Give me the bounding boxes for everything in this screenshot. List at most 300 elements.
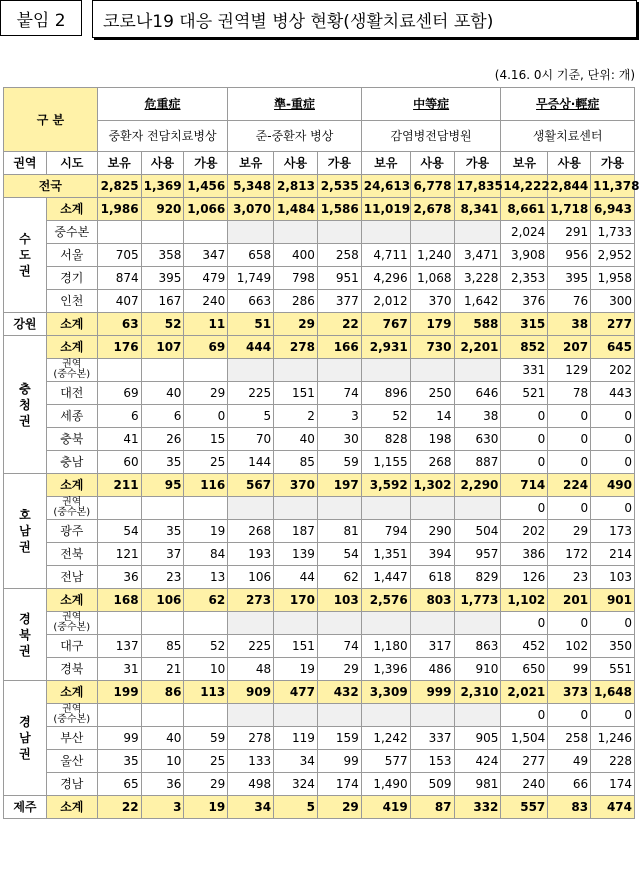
value-cell: 40 bbox=[141, 382, 184, 405]
header-row-columns bbox=[4, 152, 635, 175]
table-row bbox=[4, 497, 635, 520]
value-cell: 0 bbox=[501, 428, 548, 451]
header-row-subgroups bbox=[4, 121, 635, 152]
value-cell: 3,908 bbox=[501, 244, 548, 267]
value-cell: 650 bbox=[501, 658, 548, 681]
value-cell: 17,835 bbox=[454, 175, 501, 198]
value-cell: 3 bbox=[141, 796, 184, 819]
value-cell: 11,019 bbox=[361, 198, 410, 221]
value-cell: 278 bbox=[228, 727, 274, 750]
value-cell: 376 bbox=[501, 290, 548, 313]
value-cell: 394 bbox=[410, 543, 454, 566]
value-cell: 106 bbox=[141, 589, 184, 612]
value-cell: 225 bbox=[228, 382, 274, 405]
subgroup-header: 중환자 전담치료병상 bbox=[97, 121, 227, 152]
value-cell: 159 bbox=[317, 727, 361, 750]
value-cell: 424 bbox=[454, 750, 501, 773]
value-cell: 144 bbox=[228, 451, 274, 474]
value-cell: 62 bbox=[317, 566, 361, 589]
value-cell: 0 bbox=[548, 497, 591, 520]
value-cell: 95 bbox=[141, 474, 184, 497]
value-cell: 6,943 bbox=[591, 198, 635, 221]
value-cell: 60 bbox=[97, 451, 141, 474]
group-header: 危重症 bbox=[97, 88, 227, 121]
value-cell: 5 bbox=[228, 405, 274, 428]
value-cell: 551 bbox=[591, 658, 635, 681]
value-cell: 38 bbox=[454, 405, 501, 428]
value-cell: 905 bbox=[454, 727, 501, 750]
value-cell: 829 bbox=[454, 566, 501, 589]
sido-label: 중수본 bbox=[46, 221, 97, 244]
value-cell: 170 bbox=[274, 589, 318, 612]
value-cell: 81 bbox=[317, 520, 361, 543]
value-cell: 645 bbox=[591, 336, 635, 359]
value-cell: 957 bbox=[454, 543, 501, 566]
value-cell bbox=[141, 221, 184, 244]
value-cell: 29 bbox=[317, 796, 361, 819]
value-cell: 133 bbox=[228, 750, 274, 773]
sido-label: 경남 bbox=[46, 773, 97, 796]
value-cell bbox=[97, 359, 141, 382]
value-cell: 65 bbox=[97, 773, 141, 796]
value-cell: 22 bbox=[317, 313, 361, 336]
value-cell bbox=[141, 704, 184, 727]
value-cell: 8,661 bbox=[501, 198, 548, 221]
region-col-header: 권역 bbox=[4, 152, 47, 175]
value-cell: 278 bbox=[274, 336, 318, 359]
value-cell: 35 bbox=[141, 451, 184, 474]
value-cell: 74 bbox=[317, 635, 361, 658]
value-cell: 198 bbox=[410, 428, 454, 451]
value-cell: 268 bbox=[410, 451, 454, 474]
value-cell: 2,952 bbox=[591, 244, 635, 267]
subtotal-row bbox=[4, 474, 635, 497]
value-cell: 0 bbox=[591, 704, 635, 727]
value-cell: 167 bbox=[141, 290, 184, 313]
value-cell: 2,535 bbox=[317, 175, 361, 198]
value-cell: 151 bbox=[274, 382, 318, 405]
value-cell: 2,353 bbox=[501, 267, 548, 290]
column-header: 보유 bbox=[97, 152, 141, 175]
table-row bbox=[4, 405, 635, 428]
sido-label: 인천 bbox=[46, 290, 97, 313]
value-cell: 386 bbox=[501, 543, 548, 566]
value-cell: 479 bbox=[184, 267, 228, 290]
value-cell: 474 bbox=[591, 796, 635, 819]
subtotal-row bbox=[4, 198, 635, 221]
value-cell bbox=[361, 221, 410, 244]
value-cell: 920 bbox=[141, 198, 184, 221]
value-cell bbox=[410, 221, 454, 244]
sido-label: 세종 bbox=[46, 405, 97, 428]
value-cell: 107 bbox=[141, 336, 184, 359]
value-cell: 290 bbox=[410, 520, 454, 543]
value-cell bbox=[317, 497, 361, 520]
value-cell: 2,576 bbox=[361, 589, 410, 612]
value-cell: 19 bbox=[274, 658, 318, 681]
value-cell: 29 bbox=[317, 658, 361, 681]
value-cell: 705 bbox=[97, 244, 141, 267]
value-cell: 103 bbox=[317, 589, 361, 612]
sido-label: 대구 bbox=[46, 635, 97, 658]
value-cell: 0 bbox=[591, 405, 635, 428]
value-cell: 13 bbox=[184, 566, 228, 589]
value-cell bbox=[228, 221, 274, 244]
column-header: 보유 bbox=[501, 152, 548, 175]
value-cell: 29 bbox=[274, 313, 318, 336]
value-cell: 370 bbox=[274, 474, 318, 497]
value-cell: 0 bbox=[548, 405, 591, 428]
value-cell: 658 bbox=[228, 244, 274, 267]
value-cell: 887 bbox=[454, 451, 501, 474]
value-cell: 25 bbox=[184, 451, 228, 474]
value-cell: 14 bbox=[410, 405, 454, 428]
sido-label: 전남 bbox=[46, 566, 97, 589]
value-cell bbox=[228, 497, 274, 520]
value-cell: 0 bbox=[184, 405, 228, 428]
value-cell: 618 bbox=[410, 566, 454, 589]
value-cell: 2,201 bbox=[454, 336, 501, 359]
value-cell: 250 bbox=[410, 382, 454, 405]
value-cell bbox=[410, 497, 454, 520]
value-cell: 69 bbox=[184, 336, 228, 359]
value-cell: 137 bbox=[97, 635, 141, 658]
value-cell: 240 bbox=[184, 290, 228, 313]
value-cell: 21 bbox=[141, 658, 184, 681]
value-cell: 29 bbox=[184, 382, 228, 405]
table-row bbox=[4, 635, 635, 658]
value-cell: 577 bbox=[361, 750, 410, 773]
value-cell: 36 bbox=[141, 773, 184, 796]
value-cell: 78 bbox=[548, 382, 591, 405]
sido-label: 소계 bbox=[46, 589, 97, 612]
value-cell: 588 bbox=[454, 313, 501, 336]
value-cell: 1,351 bbox=[361, 543, 410, 566]
value-cell: 2,844 bbox=[548, 175, 591, 198]
table-row bbox=[4, 267, 635, 290]
value-cell: 291 bbox=[548, 221, 591, 244]
value-cell: 798 bbox=[274, 267, 318, 290]
value-cell bbox=[228, 704, 274, 727]
value-cell bbox=[361, 359, 410, 382]
value-cell: 498 bbox=[228, 773, 274, 796]
value-cell: 10 bbox=[141, 750, 184, 773]
value-cell: 377 bbox=[317, 290, 361, 313]
value-cell: 59 bbox=[184, 727, 228, 750]
value-cell: 347 bbox=[184, 244, 228, 267]
value-cell: 521 bbox=[501, 382, 548, 405]
value-cell: 1,773 bbox=[454, 589, 501, 612]
value-cell: 54 bbox=[97, 520, 141, 543]
value-cell: 202 bbox=[501, 520, 548, 543]
value-cell: 11 bbox=[184, 313, 228, 336]
value-cell: 54 bbox=[317, 543, 361, 566]
value-cell bbox=[361, 612, 410, 635]
sido-label: 권역 (중수본) bbox=[46, 612, 97, 635]
value-cell: 951 bbox=[317, 267, 361, 290]
value-cell bbox=[184, 359, 228, 382]
value-cell bbox=[141, 497, 184, 520]
value-cell bbox=[410, 704, 454, 727]
value-cell: 0 bbox=[548, 612, 591, 635]
value-cell: 3,309 bbox=[361, 681, 410, 704]
value-cell: 1,718 bbox=[548, 198, 591, 221]
table-row bbox=[4, 658, 635, 681]
value-cell: 400 bbox=[274, 244, 318, 267]
table-row bbox=[4, 359, 635, 382]
value-cell: 3,228 bbox=[454, 267, 501, 290]
unit-note: (4.16. 0시 기준, 단위: 개) bbox=[494, 68, 635, 82]
value-cell: 86 bbox=[141, 681, 184, 704]
value-cell: 794 bbox=[361, 520, 410, 543]
table-row bbox=[4, 543, 635, 566]
table-row bbox=[4, 612, 635, 635]
value-cell: 6,778 bbox=[410, 175, 454, 198]
value-cell bbox=[97, 221, 141, 244]
value-cell: 373 bbox=[548, 681, 591, 704]
value-cell: 4,711 bbox=[361, 244, 410, 267]
sido-label: 충북 bbox=[46, 428, 97, 451]
value-cell: 901 bbox=[591, 589, 635, 612]
value-cell: 240 bbox=[501, 773, 548, 796]
value-cell: 10 bbox=[184, 658, 228, 681]
table-row bbox=[4, 382, 635, 405]
value-cell: 1,066 bbox=[184, 198, 228, 221]
value-cell: 5 bbox=[274, 796, 318, 819]
sido-label: 소계 bbox=[46, 313, 97, 336]
value-cell: 37 bbox=[141, 543, 184, 566]
table-row bbox=[4, 773, 635, 796]
value-cell: 803 bbox=[410, 589, 454, 612]
value-cell: 49 bbox=[548, 750, 591, 773]
value-cell: 199 bbox=[97, 681, 141, 704]
value-cell: 214 bbox=[591, 543, 635, 566]
value-cell: 66 bbox=[548, 773, 591, 796]
value-cell: 2,825 bbox=[97, 175, 141, 198]
group-header: 準-重症 bbox=[228, 88, 362, 121]
value-cell bbox=[454, 704, 501, 727]
value-cell: 999 bbox=[410, 681, 454, 704]
value-cell: 358 bbox=[141, 244, 184, 267]
value-cell bbox=[184, 221, 228, 244]
sido-label: 경기 bbox=[46, 267, 97, 290]
value-cell bbox=[410, 359, 454, 382]
value-cell: 44 bbox=[274, 566, 318, 589]
value-cell: 0 bbox=[501, 704, 548, 727]
sido-label: 권역 (중수본) bbox=[46, 704, 97, 727]
table-row bbox=[4, 244, 635, 267]
column-header: 가용 bbox=[317, 152, 361, 175]
value-cell: 201 bbox=[548, 589, 591, 612]
value-cell: 1,490 bbox=[361, 773, 410, 796]
value-cell: 981 bbox=[454, 773, 501, 796]
value-cell bbox=[97, 612, 141, 635]
value-cell: 84 bbox=[184, 543, 228, 566]
value-cell bbox=[274, 612, 318, 635]
value-cell: 2,012 bbox=[361, 290, 410, 313]
value-cell: 22 bbox=[97, 796, 141, 819]
sido-label: 전북 bbox=[46, 543, 97, 566]
value-cell: 1,068 bbox=[410, 267, 454, 290]
value-cell: 273 bbox=[228, 589, 274, 612]
sido-label: 서울 bbox=[46, 244, 97, 267]
value-cell: 452 bbox=[501, 635, 548, 658]
value-cell bbox=[274, 704, 318, 727]
value-cell: 1,242 bbox=[361, 727, 410, 750]
value-cell: 153 bbox=[410, 750, 454, 773]
column-header: 사용 bbox=[548, 152, 591, 175]
sido-label: 소계 bbox=[46, 796, 97, 819]
value-cell: 1,246 bbox=[591, 727, 635, 750]
value-cell: 179 bbox=[410, 313, 454, 336]
value-cell bbox=[361, 704, 410, 727]
value-cell: 83 bbox=[548, 796, 591, 819]
value-cell bbox=[454, 612, 501, 635]
value-cell: 52 bbox=[141, 313, 184, 336]
value-cell: 730 bbox=[410, 336, 454, 359]
value-cell: 8,341 bbox=[454, 198, 501, 221]
column-header: 가용 bbox=[591, 152, 635, 175]
table-row bbox=[4, 727, 635, 750]
value-cell: 332 bbox=[454, 796, 501, 819]
value-cell: 896 bbox=[361, 382, 410, 405]
value-cell: 258 bbox=[548, 727, 591, 750]
value-cell: 99 bbox=[548, 658, 591, 681]
value-cell: 121 bbox=[97, 543, 141, 566]
sido-label: 소계 bbox=[46, 681, 97, 704]
sido-label: 울산 bbox=[46, 750, 97, 773]
value-cell bbox=[454, 359, 501, 382]
column-header: 사용 bbox=[410, 152, 454, 175]
document-header bbox=[0, 0, 639, 40]
column-header: 사용 bbox=[141, 152, 184, 175]
value-cell: 2,024 bbox=[501, 221, 548, 244]
value-cell: 211 bbox=[97, 474, 141, 497]
value-cell: 63 bbox=[97, 313, 141, 336]
value-cell: 99 bbox=[97, 727, 141, 750]
value-cell bbox=[228, 612, 274, 635]
value-cell: 6 bbox=[97, 405, 141, 428]
region-label: 강원 bbox=[4, 313, 47, 336]
region-label: 충 청 권 bbox=[4, 336, 47, 474]
value-cell: 1,642 bbox=[454, 290, 501, 313]
value-cell: 70 bbox=[228, 428, 274, 451]
value-cell: 197 bbox=[317, 474, 361, 497]
region-label: 호 남 권 bbox=[4, 474, 47, 589]
value-cell: 40 bbox=[274, 428, 318, 451]
value-cell: 38 bbox=[548, 313, 591, 336]
region-label: 경 북 권 bbox=[4, 589, 47, 681]
value-cell: 26 bbox=[141, 428, 184, 451]
value-cell: 6 bbox=[141, 405, 184, 428]
value-cell: 74 bbox=[317, 382, 361, 405]
value-cell: 207 bbox=[548, 336, 591, 359]
value-cell bbox=[317, 612, 361, 635]
value-cell: 19 bbox=[184, 520, 228, 543]
value-cell: 87 bbox=[410, 796, 454, 819]
sido-label: 권역 (중수본) bbox=[46, 359, 97, 382]
value-cell: 1,958 bbox=[591, 267, 635, 290]
bed-status-table bbox=[3, 87, 639, 819]
column-header: 보유 bbox=[361, 152, 410, 175]
value-cell bbox=[410, 612, 454, 635]
document-title: 코로나19 대응 권역별 병상 현황(생활치료센터 포함) bbox=[92, 0, 637, 38]
value-cell: 35 bbox=[141, 520, 184, 543]
value-cell bbox=[141, 359, 184, 382]
value-cell: 113 bbox=[184, 681, 228, 704]
value-cell: 395 bbox=[548, 267, 591, 290]
value-cell: 2,310 bbox=[454, 681, 501, 704]
bed-status-table-container bbox=[3, 87, 639, 819]
value-cell bbox=[454, 497, 501, 520]
value-cell: 1,396 bbox=[361, 658, 410, 681]
value-cell: 1,986 bbox=[97, 198, 141, 221]
value-cell: 3,592 bbox=[361, 474, 410, 497]
value-cell: 407 bbox=[97, 290, 141, 313]
sido-label: 경북 bbox=[46, 658, 97, 681]
value-cell: 3,471 bbox=[454, 244, 501, 267]
value-cell bbox=[317, 221, 361, 244]
value-cell: 1,456 bbox=[184, 175, 228, 198]
value-cell: 477 bbox=[274, 681, 318, 704]
value-cell: 1,369 bbox=[141, 175, 184, 198]
value-cell: 395 bbox=[141, 267, 184, 290]
value-cell: 119 bbox=[274, 727, 318, 750]
value-cell: 139 bbox=[274, 543, 318, 566]
sido-label: 대전 bbox=[46, 382, 97, 405]
value-cell: 432 bbox=[317, 681, 361, 704]
value-cell: 174 bbox=[591, 773, 635, 796]
value-cell: 4,296 bbox=[361, 267, 410, 290]
column-header: 가용 bbox=[454, 152, 501, 175]
value-cell: 62 bbox=[184, 589, 228, 612]
gubun-header: 구 분 bbox=[4, 88, 98, 152]
value-cell: 0 bbox=[501, 612, 548, 635]
value-cell bbox=[97, 497, 141, 520]
value-cell: 24,613 bbox=[361, 175, 410, 198]
value-cell: 15 bbox=[184, 428, 228, 451]
value-cell: 767 bbox=[361, 313, 410, 336]
sido-label: 부산 bbox=[46, 727, 97, 750]
value-cell: 52 bbox=[184, 635, 228, 658]
subtotal-row bbox=[4, 681, 635, 704]
value-cell: 286 bbox=[274, 290, 318, 313]
value-cell bbox=[228, 359, 274, 382]
value-cell bbox=[317, 704, 361, 727]
national-label: 전국 bbox=[4, 175, 98, 198]
value-cell: 909 bbox=[228, 681, 274, 704]
value-cell: 1,180 bbox=[361, 635, 410, 658]
value-cell: 29 bbox=[184, 773, 228, 796]
region-label: 제주 bbox=[4, 796, 47, 819]
value-cell: 300 bbox=[591, 290, 635, 313]
value-cell: 646 bbox=[454, 382, 501, 405]
value-cell: 1,447 bbox=[361, 566, 410, 589]
value-cell: 2,290 bbox=[454, 474, 501, 497]
national-total-row bbox=[4, 175, 635, 198]
value-cell: 176 bbox=[97, 336, 141, 359]
sido-label: 광주 bbox=[46, 520, 97, 543]
value-cell: 1,504 bbox=[501, 727, 548, 750]
value-cell bbox=[184, 497, 228, 520]
value-cell: 1,484 bbox=[274, 198, 318, 221]
value-cell: 166 bbox=[317, 336, 361, 359]
attachment-tag: 붙임 2 bbox=[0, 0, 82, 36]
value-cell: 34 bbox=[228, 796, 274, 819]
value-cell: 187 bbox=[274, 520, 318, 543]
value-cell: 1,102 bbox=[501, 589, 548, 612]
value-cell: 23 bbox=[548, 566, 591, 589]
